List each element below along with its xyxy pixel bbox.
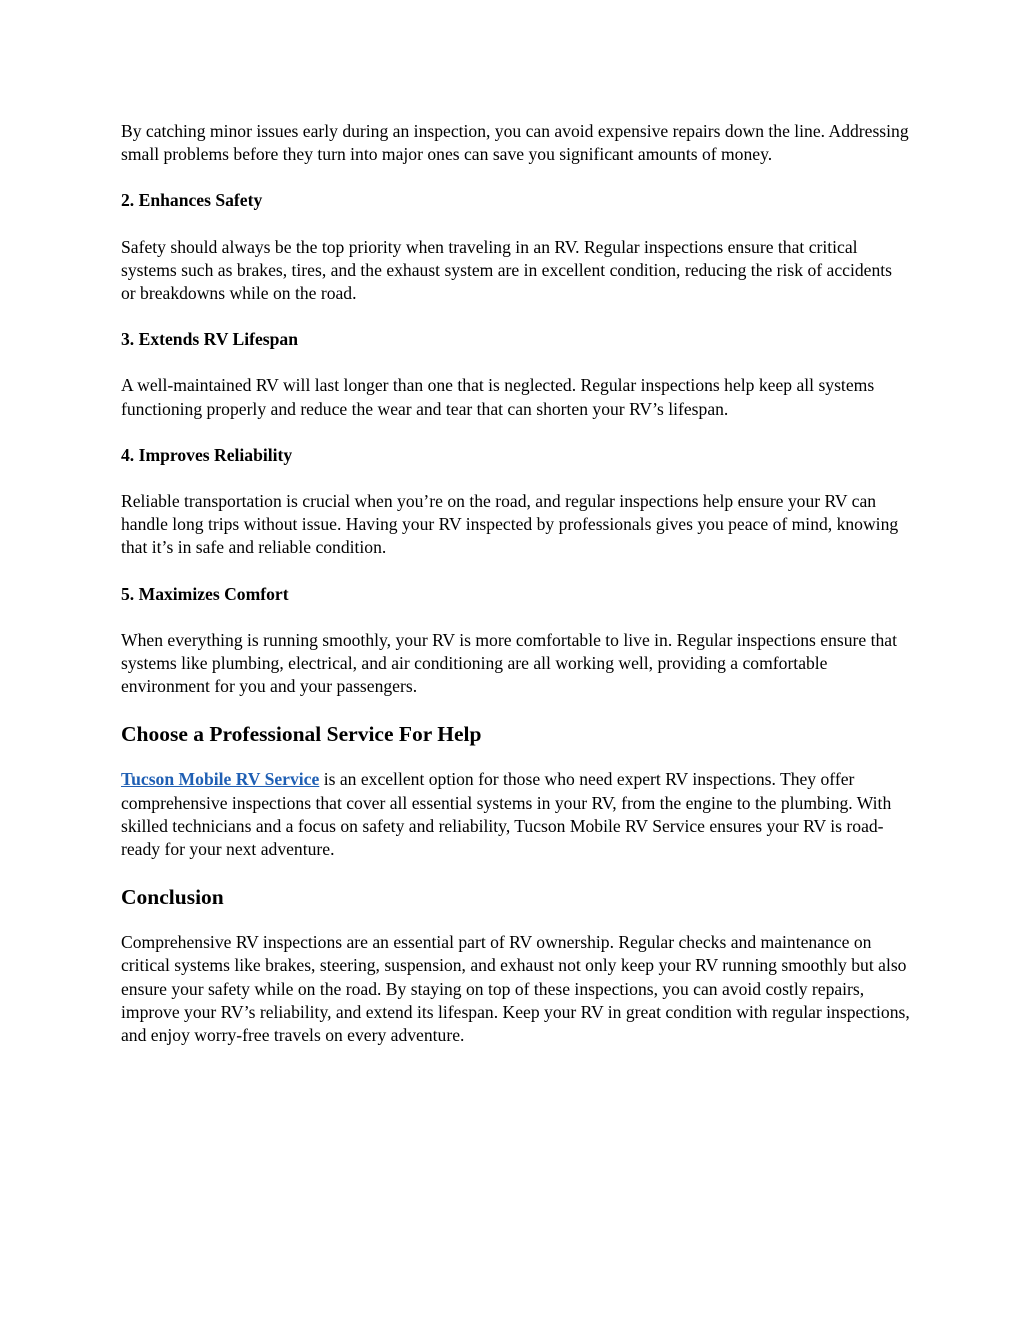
professional-service-heading: Choose a Professional Service For Help xyxy=(121,722,482,747)
section-paragraph-reliability: Reliable transportation is crucial when you’re on the road, and regular inspections help ensure your RV can handle long trips without issue. Having your RV inspected by professionals gives you peace of mind, knowing that it’s in safe and reliable condition. xyxy=(121,491,899,558)
professional-service-paragraph xyxy=(121,768,911,861)
conclusion-heading: Conclusion xyxy=(121,885,224,910)
intro-paragraph: By catching minor issues early during an inspection, you can avoid expensive repairs down the line. Addressing small problems before they turn into major ones can save you significant amounts of money. xyxy=(121,121,909,165)
section-paragraph-comfort: When everything is running smoothly, your RV is more comfortable to live in. Regular inspections ensure that systems like plumbing, electrical, and air conditioning are all working well, providing a comfortable environment for you and your passengers. xyxy=(121,629,897,697)
section-heading-comfort: 5. Maximizes Comfort xyxy=(121,583,289,604)
section-paragraph-safety: Safety should always be the top priority when traveling in an RV. Regular inspections ensure that critical systems such as brakes, tires, and the exhaust system are in excellent condition, reducing the risk of accidents or breakdowns while on the road. xyxy=(121,236,892,304)
section-heading-reliability: 4. Improves Reliability xyxy=(121,444,293,465)
professional-service-text: is an excellent option for those who need expert RV inspections. They offer comprehensive inspections that cover all essential systems in your RV, from the engine to the plumbing. With skilled technicians and a focus on safety and reliability, Tucson Mobile RV Service ensures your RV is road-ready for your next adventure. xyxy=(121,769,892,860)
section-paragraph-lifespan: A well-maintained RV will last longer than one that is neglected. Regular inspections help keep all systems functioning properly and reduce the wear and tear that can shorten your RV’s lifespan. xyxy=(121,375,875,419)
conclusion-paragraph: Comprehensive RV inspections are an essential part of RV ownership. Regular checks and maintenance on critical systems like brakes, steering, suspension, and exhaust not only keep your RV running smoothly but also ensure your safety while on the road. By staying on top of these inspections, you can avoid costly repairs, improve your RV’s reliability, and extend its lifespan. Keep your RV in great condition with regular inspections, and enjoy worry-free travels on every adventure. xyxy=(121,932,910,1046)
section-heading-lifespan: 3. Extends RV Lifespan xyxy=(121,329,298,350)
tucson-mobile-rv-service-link[interactable]: Tucson Mobile RV Service xyxy=(121,769,320,790)
section-heading-safety: 2. Enhances Safety xyxy=(121,190,263,211)
document-page xyxy=(121,120,911,1070)
